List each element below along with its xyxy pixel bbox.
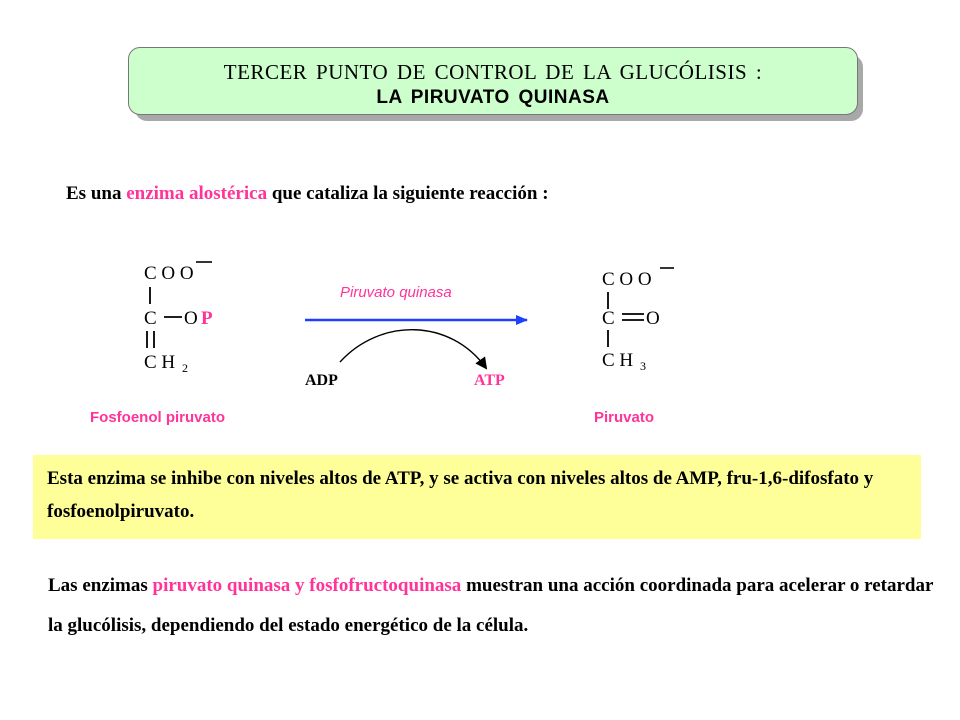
regulation-note: Esta enzima se inhibe con niveles altos de ATP, y se activa con niveles altos de AMP, fru-1,6-difosfato y fosfoenolpiruvato. [33,455,921,539]
substrate-ch2-subscript: 2 [182,361,188,375]
cofactor-curved-arrow [340,330,486,368]
closing-paragraph [48,566,938,646]
product-c2: C [602,308,615,329]
substrate-ch2: C H [144,352,176,373]
substrate-phosphate: P [201,308,213,329]
product-ch3: C H [602,350,634,371]
intro-highlight: enzima alostérica [126,183,268,204]
substrate-structure [144,262,213,375]
closing-text-end: muestran una acción coordinada para acelerar o retardar la glucólisis, dependiendo del estado energético de la célula. [48,575,934,636]
title-line-1: TERCER PUNTO DE CONTROL DE LA GLUCÓLISIS : [223,60,763,84]
title-line-2: LA PIRUVATO QUINASA [376,87,610,108]
adp-label: ADP [305,372,338,389]
closing-text-start: Las enzimas [48,575,153,596]
intro-text-start: Es una [66,183,127,204]
product-carboxyl: C O O [602,269,652,290]
product-name: Piruvato [594,409,655,426]
product-ch3-subscript: 3 [640,359,646,373]
product-structure [602,268,674,373]
intro-text-end: que cataliza la siguiente reacción : [267,183,549,204]
substrate-c2: C [144,308,157,329]
substrate-oxygen: O [184,308,198,329]
product-oxygen: O [646,308,660,329]
substrate-name: Fosfoenol piruvato [90,409,225,426]
closing-highlight: piruvato quinasa y fosfofructoquinasa [152,575,462,596]
substrate-carboxyl: C O O [144,263,194,284]
atp-label: ATP [474,372,505,389]
enzyme-label: Piruvato quinasa [340,284,452,301]
